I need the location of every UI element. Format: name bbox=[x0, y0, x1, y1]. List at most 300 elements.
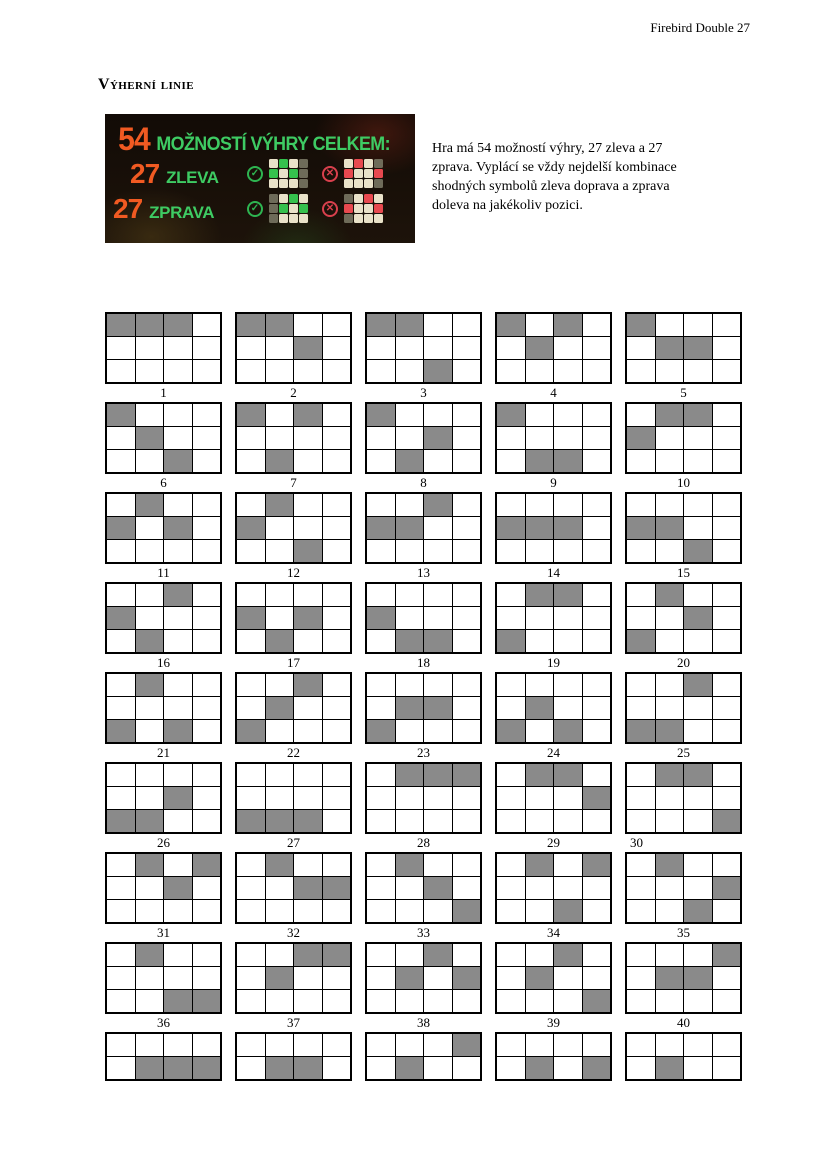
line-cell-filled bbox=[497, 314, 525, 336]
line-cell-empty bbox=[656, 540, 684, 562]
line-cell-empty bbox=[627, 1057, 655, 1079]
line-cell-empty bbox=[684, 360, 712, 382]
line-diagram-row bbox=[105, 492, 742, 582]
line-cell-empty bbox=[396, 900, 424, 922]
line-cell-filled bbox=[396, 697, 424, 719]
line-cell-filled bbox=[497, 404, 525, 426]
line-diagram-38 bbox=[365, 942, 482, 1032]
line-cell-empty bbox=[583, 900, 611, 922]
line-diagram-3 bbox=[365, 312, 482, 402]
banner-row-zprava bbox=[105, 191, 415, 226]
line-cell-empty bbox=[554, 427, 582, 449]
line-cell-empty bbox=[424, 810, 452, 832]
line-cell-empty bbox=[497, 810, 525, 832]
line-cell-empty bbox=[583, 360, 611, 382]
line-cell-filled bbox=[583, 990, 611, 1012]
description-paragraph bbox=[432, 139, 752, 215]
banner-total-number: 54 bbox=[118, 121, 150, 157]
line-cell-empty bbox=[656, 990, 684, 1012]
line-cell-empty bbox=[497, 540, 525, 562]
mini-grid-cell-green bbox=[289, 194, 298, 203]
line-cell-filled bbox=[294, 540, 322, 562]
mini-grid-cell-gray bbox=[269, 204, 278, 213]
mini-grid-cell-beige bbox=[354, 214, 363, 223]
mini-grid-cell-beige bbox=[364, 169, 373, 178]
line-cell-empty bbox=[136, 360, 164, 382]
line-number-label: 40 bbox=[677, 1015, 690, 1030]
line-grid bbox=[625, 492, 742, 564]
line-cell-filled bbox=[294, 944, 322, 966]
line-cell-empty bbox=[583, 517, 611, 539]
mini-grid-cell-beige bbox=[299, 214, 308, 223]
line-number-label: 34 bbox=[547, 925, 560, 940]
line-cell-empty bbox=[583, 967, 611, 989]
line-cell-empty bbox=[627, 337, 655, 359]
line-cell-empty bbox=[424, 967, 452, 989]
banner-row-number: 27 bbox=[130, 157, 160, 189]
line-cell-empty bbox=[323, 900, 351, 922]
line-cell-empty bbox=[713, 967, 741, 989]
line-diagram-5 bbox=[625, 312, 742, 402]
line-cell-filled bbox=[164, 517, 192, 539]
line-cell-empty bbox=[107, 787, 135, 809]
line-cell-filled bbox=[136, 854, 164, 876]
line-diagram-43 bbox=[365, 1032, 482, 1081]
line-number-label: 5 bbox=[680, 385, 687, 400]
line-cell-empty bbox=[367, 630, 395, 652]
line-cell-empty bbox=[713, 1057, 741, 1079]
line-cell-empty bbox=[713, 314, 741, 336]
line-cell-filled bbox=[684, 337, 712, 359]
line-cell-empty bbox=[627, 607, 655, 629]
line-grid bbox=[105, 312, 222, 384]
line-cell-empty bbox=[367, 1057, 395, 1079]
line-cell-filled bbox=[396, 854, 424, 876]
line-cell-empty bbox=[627, 360, 655, 382]
line-diagram-17 bbox=[235, 582, 352, 672]
line-cell-empty bbox=[367, 337, 395, 359]
line-cell-empty bbox=[193, 360, 221, 382]
line-cell-filled bbox=[266, 1057, 294, 1079]
line-number-label: 11 bbox=[157, 565, 170, 580]
line-cell-empty bbox=[627, 764, 655, 786]
description-line: doleva na jakékoliv pozici. bbox=[432, 198, 583, 213]
line-cell-empty bbox=[107, 674, 135, 696]
line-cell-empty bbox=[526, 787, 554, 809]
line-cell-empty bbox=[367, 990, 395, 1012]
line-diagram-21 bbox=[105, 672, 222, 762]
line-diagram-row bbox=[105, 942, 742, 1032]
line-cell-empty bbox=[656, 314, 684, 336]
line-cell-empty bbox=[266, 1034, 294, 1056]
mini-grid-cell-beige bbox=[364, 204, 373, 213]
line-cell-empty bbox=[396, 337, 424, 359]
line-cell-filled bbox=[656, 854, 684, 876]
line-number-label: 33 bbox=[417, 925, 430, 940]
line-cell-filled bbox=[656, 404, 684, 426]
line-cell-empty bbox=[367, 450, 395, 472]
line-cell-empty bbox=[713, 720, 741, 742]
line-cell-filled bbox=[526, 1057, 554, 1079]
line-cell-empty bbox=[136, 787, 164, 809]
line-cell-filled bbox=[193, 1057, 221, 1079]
line-cell-empty bbox=[424, 1057, 452, 1079]
line-cell-empty bbox=[107, 697, 135, 719]
line-cell-filled bbox=[396, 517, 424, 539]
line-cell-empty bbox=[583, 697, 611, 719]
line-cell-empty bbox=[323, 607, 351, 629]
mini-grid-cell-beige bbox=[354, 169, 363, 178]
line-cell-empty bbox=[136, 697, 164, 719]
line-cell-empty bbox=[323, 427, 351, 449]
line-cell-filled bbox=[554, 944, 582, 966]
line-cell-empty bbox=[237, 674, 265, 696]
line-grid bbox=[495, 312, 612, 384]
line-grid bbox=[625, 672, 742, 744]
line-cell-empty bbox=[627, 1034, 655, 1056]
line-cell-empty bbox=[656, 900, 684, 922]
line-diagram-row bbox=[105, 582, 742, 672]
line-cell-empty bbox=[713, 584, 741, 606]
winning-lines-diagram-area bbox=[105, 312, 742, 1081]
line-cell-empty bbox=[713, 450, 741, 472]
line-cell-empty bbox=[684, 517, 712, 539]
line-grid bbox=[235, 1032, 352, 1081]
mini-grid-cell-beige bbox=[354, 204, 363, 213]
line-cell-empty bbox=[497, 337, 525, 359]
line-cell-empty bbox=[713, 494, 741, 516]
line-cell-filled bbox=[136, 427, 164, 449]
line-cell-filled bbox=[583, 787, 611, 809]
line-cell-empty bbox=[684, 944, 712, 966]
line-cell-empty bbox=[367, 854, 395, 876]
mini-grid-cell-beige bbox=[279, 179, 288, 188]
line-cell-empty bbox=[323, 674, 351, 696]
line-cell-empty bbox=[627, 877, 655, 899]
line-number-label: 28 bbox=[417, 835, 430, 850]
line-cell-filled bbox=[294, 810, 322, 832]
line-cell-empty bbox=[453, 944, 481, 966]
line-cell-filled bbox=[136, 494, 164, 516]
line-grid bbox=[365, 402, 482, 474]
line-cell-empty bbox=[193, 720, 221, 742]
line-cell-filled bbox=[136, 944, 164, 966]
line-number-label: 9 bbox=[550, 475, 557, 490]
line-cell-filled bbox=[266, 450, 294, 472]
mini-grid-cell-beige bbox=[364, 179, 373, 188]
line-number-label: 7 bbox=[290, 475, 297, 490]
line-cell-empty bbox=[323, 967, 351, 989]
mini-grid-cell-beige bbox=[344, 179, 353, 188]
line-cell-filled bbox=[136, 1057, 164, 1079]
mini-grid-cell-beige bbox=[289, 159, 298, 168]
line-cell-empty bbox=[323, 810, 351, 832]
line-cell-empty bbox=[627, 967, 655, 989]
line-cell-empty bbox=[164, 404, 192, 426]
line-cell-filled bbox=[367, 607, 395, 629]
line-cell-filled bbox=[526, 450, 554, 472]
line-cell-empty bbox=[237, 944, 265, 966]
line-cell-filled bbox=[367, 404, 395, 426]
line-cell-filled bbox=[627, 630, 655, 652]
line-cell-empty bbox=[237, 450, 265, 472]
mini-grid-cell-beige bbox=[354, 194, 363, 203]
line-cell-empty bbox=[164, 630, 192, 652]
line-cell-empty bbox=[266, 674, 294, 696]
line-grid bbox=[365, 852, 482, 924]
line-cell-filled bbox=[713, 877, 741, 899]
line-cell-empty bbox=[294, 990, 322, 1012]
line-cell-filled bbox=[684, 404, 712, 426]
line-cell-empty bbox=[526, 630, 554, 652]
line-cell-empty bbox=[554, 494, 582, 516]
line-cell-empty bbox=[107, 360, 135, 382]
line-cell-empty bbox=[107, 427, 135, 449]
line-grid bbox=[495, 762, 612, 834]
line-cell-empty bbox=[164, 900, 192, 922]
line-cell-empty bbox=[453, 314, 481, 336]
line-cell-empty bbox=[136, 990, 164, 1012]
line-cell-empty bbox=[713, 630, 741, 652]
line-grid bbox=[625, 582, 742, 654]
line-diagram-15 bbox=[625, 492, 742, 582]
line-grid bbox=[495, 942, 612, 1014]
line-cell-empty bbox=[497, 990, 525, 1012]
line-cell-empty bbox=[136, 584, 164, 606]
line-cell-empty bbox=[396, 674, 424, 696]
line-cell-empty bbox=[554, 810, 582, 832]
line-cell-filled bbox=[583, 1057, 611, 1079]
line-cell-empty bbox=[164, 764, 192, 786]
line-cell-filled bbox=[164, 720, 192, 742]
line-diagram-31 bbox=[105, 852, 222, 942]
line-cell-filled bbox=[237, 404, 265, 426]
line-cell-empty bbox=[713, 697, 741, 719]
line-cell-empty bbox=[627, 990, 655, 1012]
line-cell-empty bbox=[237, 697, 265, 719]
line-cell-empty bbox=[684, 1034, 712, 1056]
line-cell-empty bbox=[497, 494, 525, 516]
line-cell-empty bbox=[684, 854, 712, 876]
line-cell-empty bbox=[424, 720, 452, 742]
description-line: shodných symbolů zleva doprava a zprava bbox=[432, 179, 670, 194]
line-cell-filled bbox=[323, 877, 351, 899]
line-cell-empty bbox=[136, 720, 164, 742]
line-cell-filled bbox=[554, 584, 582, 606]
line-cell-filled bbox=[367, 314, 395, 336]
line-cell-empty bbox=[237, 1057, 265, 1079]
line-cell-empty bbox=[497, 900, 525, 922]
line-cell-filled bbox=[656, 764, 684, 786]
line-cell-empty bbox=[396, 494, 424, 516]
line-cell-empty bbox=[526, 494, 554, 516]
line-cell-empty bbox=[193, 314, 221, 336]
line-cell-empty bbox=[193, 764, 221, 786]
line-cell-empty bbox=[107, 990, 135, 1012]
line-cell-empty bbox=[526, 990, 554, 1012]
line-cell-filled bbox=[323, 944, 351, 966]
line-cell-empty bbox=[424, 607, 452, 629]
line-cell-filled bbox=[164, 787, 192, 809]
line-cell-empty bbox=[396, 810, 424, 832]
line-cell-empty bbox=[294, 1034, 322, 1056]
line-cell-empty bbox=[294, 697, 322, 719]
mini-grid-cell-gray bbox=[374, 179, 383, 188]
line-cell-empty bbox=[323, 404, 351, 426]
line-diagram-6 bbox=[105, 402, 222, 492]
line-cell-empty bbox=[294, 720, 322, 742]
line-cell-empty bbox=[554, 967, 582, 989]
line-cell-filled bbox=[526, 337, 554, 359]
line-cell-empty bbox=[526, 540, 554, 562]
line-cell-filled bbox=[656, 517, 684, 539]
line-cell-empty bbox=[193, 787, 221, 809]
line-diagram-1 bbox=[105, 312, 222, 402]
line-number-label: 30 bbox=[630, 835, 643, 850]
line-cell-empty bbox=[136, 337, 164, 359]
line-cell-empty bbox=[684, 1057, 712, 1079]
line-cell-empty bbox=[107, 494, 135, 516]
banner-row-label: ZPRAVA bbox=[149, 202, 215, 222]
line-cell-empty bbox=[497, 877, 525, 899]
line-cell-filled bbox=[526, 967, 554, 989]
description-line: zprava. Vyplácí se vždy nejdelší kombinace bbox=[432, 160, 677, 175]
line-cell-empty bbox=[526, 674, 554, 696]
line-cell-empty bbox=[193, 697, 221, 719]
line-diagram-11 bbox=[105, 492, 222, 582]
line-cell-empty bbox=[627, 494, 655, 516]
mini-grid-cell-gray bbox=[269, 194, 278, 203]
line-cell-empty bbox=[164, 944, 192, 966]
line-cell-empty bbox=[294, 900, 322, 922]
line-grid bbox=[625, 1032, 742, 1081]
line-cell-empty bbox=[396, 540, 424, 562]
line-diagram-26 bbox=[105, 762, 222, 852]
line-grid bbox=[495, 852, 612, 924]
line-cell-empty bbox=[497, 674, 525, 696]
mini-grid-cell-red bbox=[344, 169, 353, 178]
line-cell-empty bbox=[526, 607, 554, 629]
check-circle-icon: ✓ bbox=[247, 166, 263, 182]
line-cell-empty bbox=[266, 337, 294, 359]
line-cell-empty bbox=[627, 584, 655, 606]
mini-grid-cell-green bbox=[279, 159, 288, 168]
line-cell-empty bbox=[323, 697, 351, 719]
line-cell-empty bbox=[136, 877, 164, 899]
line-cell-empty bbox=[424, 517, 452, 539]
line-cell-empty bbox=[136, 404, 164, 426]
line-cell-empty bbox=[323, 360, 351, 382]
line-cell-filled bbox=[497, 517, 525, 539]
line-cell-empty bbox=[583, 764, 611, 786]
line-cell-empty bbox=[453, 674, 481, 696]
line-grid bbox=[495, 582, 612, 654]
line-cell-empty bbox=[453, 360, 481, 382]
line-cell-empty bbox=[713, 787, 741, 809]
line-cell-empty bbox=[583, 404, 611, 426]
mini-grid-cell-red bbox=[344, 204, 353, 213]
line-cell-filled bbox=[266, 630, 294, 652]
line-cell-empty bbox=[583, 450, 611, 472]
line-cell-empty bbox=[323, 450, 351, 472]
line-cell-empty bbox=[424, 540, 452, 562]
line-cell-empty bbox=[583, 314, 611, 336]
line-diagram-row bbox=[105, 402, 742, 492]
line-cell-empty bbox=[107, 764, 135, 786]
line-cell-empty bbox=[583, 1034, 611, 1056]
line-cell-empty bbox=[367, 944, 395, 966]
line-diagram-39 bbox=[495, 942, 612, 1032]
mini-grid-cell-beige bbox=[269, 179, 278, 188]
line-cell-filled bbox=[136, 810, 164, 832]
line-cell-filled bbox=[136, 674, 164, 696]
line-cell-empty bbox=[323, 630, 351, 652]
line-cell-filled bbox=[164, 990, 192, 1012]
line-diagram-37 bbox=[235, 942, 352, 1032]
line-diagram-40 bbox=[625, 942, 742, 1032]
line-diagram-29 bbox=[495, 762, 612, 852]
line-cell-filled bbox=[396, 967, 424, 989]
line-cell-empty bbox=[424, 584, 452, 606]
line-cell-empty bbox=[713, 360, 741, 382]
line-grid bbox=[235, 762, 352, 834]
mini-grid-cell-gray bbox=[344, 194, 353, 203]
line-cell-empty bbox=[107, 450, 135, 472]
example-grid-valid bbox=[269, 194, 308, 223]
line-cell-empty bbox=[497, 697, 525, 719]
line-cell-empty bbox=[583, 494, 611, 516]
line-cell-filled bbox=[367, 720, 395, 742]
line-cell-empty bbox=[136, 967, 164, 989]
mini-grid-cell-green bbox=[269, 169, 278, 178]
line-number-label: 26 bbox=[157, 835, 170, 850]
line-cell-empty bbox=[583, 877, 611, 899]
line-cell-filled bbox=[294, 674, 322, 696]
line-number-label: 25 bbox=[677, 745, 690, 760]
line-cell-empty bbox=[164, 337, 192, 359]
line-cell-empty bbox=[136, 517, 164, 539]
line-cell-filled bbox=[526, 697, 554, 719]
line-cell-filled bbox=[684, 607, 712, 629]
line-cell-empty bbox=[237, 764, 265, 786]
line-cell-filled bbox=[107, 810, 135, 832]
line-cell-empty bbox=[136, 540, 164, 562]
line-number-label: 3 bbox=[420, 385, 427, 400]
line-cell-filled bbox=[237, 720, 265, 742]
line-diagram-19 bbox=[495, 582, 612, 672]
line-cell-empty bbox=[554, 607, 582, 629]
line-number-label: 35 bbox=[677, 925, 690, 940]
line-cell-empty bbox=[107, 1057, 135, 1079]
line-grid bbox=[105, 582, 222, 654]
line-cell-filled bbox=[526, 764, 554, 786]
line-grid bbox=[625, 402, 742, 474]
line-grid bbox=[365, 672, 482, 744]
mini-grid-cell-beige bbox=[269, 159, 278, 168]
line-cell-empty bbox=[237, 494, 265, 516]
line-cell-filled bbox=[164, 314, 192, 336]
line-cell-empty bbox=[453, 540, 481, 562]
line-cell-empty bbox=[526, 944, 554, 966]
line-cell-empty bbox=[453, 787, 481, 809]
line-diagram-16 bbox=[105, 582, 222, 672]
line-number-label: 17 bbox=[287, 655, 300, 670]
line-cell-filled bbox=[164, 877, 192, 899]
line-cell-empty bbox=[136, 450, 164, 472]
line-cell-empty bbox=[164, 854, 192, 876]
line-cell-empty bbox=[193, 427, 221, 449]
line-grid bbox=[105, 1032, 222, 1081]
